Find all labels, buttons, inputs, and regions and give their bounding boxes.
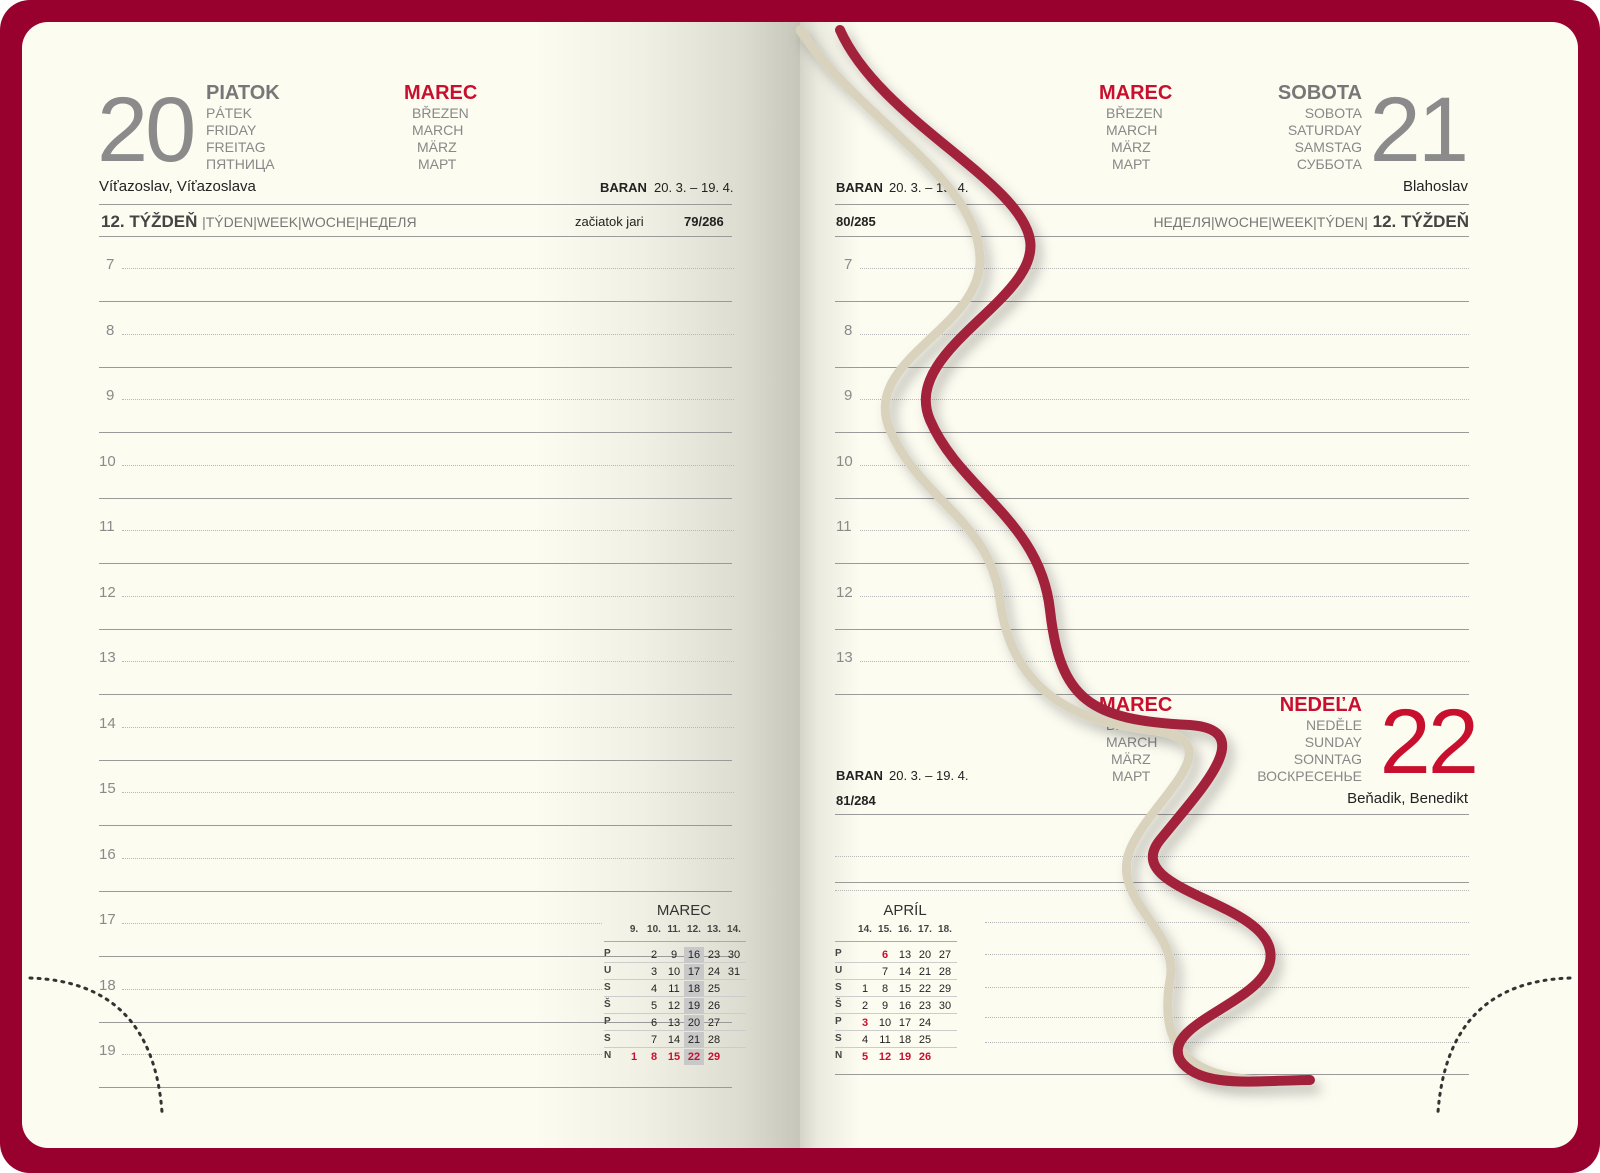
left-day-name-ru: ПЯТНИЦА (206, 156, 275, 172)
sunday-nameday: Beňadik, Benedikt (1347, 790, 1468, 807)
mini-cal-day[interactable]: 22 (918, 983, 932, 995)
mini-cal-day[interactable]: 27 (707, 1017, 721, 1029)
hour-label: 10 (836, 452, 853, 470)
left-zodiac: BARAN (600, 180, 647, 195)
hour-label: 10 (99, 452, 116, 470)
mini-cal-day[interactable]: 20 (684, 1015, 704, 1031)
ribbon-red (840, 30, 1310, 1082)
mini-cal-day-letter: S (604, 1033, 611, 1044)
left-day-name-de: FREITAG (206, 139, 266, 155)
right-nameday: Blahoslav (1402, 178, 1468, 195)
hour-label: 14 (99, 714, 116, 732)
hour-label: 8 (106, 321, 115, 339)
mini-cal-day[interactable]: 18 (898, 1034, 912, 1046)
mini-cal-day[interactable]: 13 (898, 949, 912, 961)
right-day-of-year: 80/285 (836, 214, 876, 229)
week-translations: НЕДЕЛЯ|WOCHE|WEEK|TÝDEN| (1153, 214, 1368, 230)
mini-cal-day[interactable]: 24 (707, 966, 721, 978)
right-month-en: MARCH (1106, 122, 1158, 138)
mini-cal-month: APRÍL (883, 902, 927, 919)
mini-cal-month: MAREC (656, 902, 712, 919)
mini-cal-day[interactable]: 9 (881, 1000, 889, 1012)
mini-cal-day[interactable]: 25 (918, 1034, 932, 1046)
mini-cal-day[interactable]: 23 (707, 949, 721, 961)
mini-cal-day[interactable]: 13 (667, 1017, 681, 1029)
mini-cal-week-number: 9. (629, 924, 639, 935)
mini-cal-day-letter: N (604, 1050, 612, 1061)
mini-cal-day[interactable]: 7 (650, 1034, 658, 1046)
mini-cal-week-number: 12. (687, 924, 701, 935)
right-day-name: SOBOTA (1277, 82, 1362, 104)
mini-cal-day[interactable]: 2 (650, 949, 658, 961)
hour-label: 9 (106, 387, 115, 404)
sunday-day-name: NEDEĽA (1279, 694, 1362, 716)
mini-cal-week-number: 14. (727, 924, 741, 935)
mini-cal-day[interactable]: 9 (670, 949, 678, 961)
week-number: 12. (101, 212, 125, 231)
sunday-month-en: MARCH (1106, 734, 1158, 750)
mini-cal-day[interactable]: 3 (650, 966, 658, 978)
mini-cal-day[interactable]: 18 (684, 981, 704, 997)
sunday-day-name-de: SONNTAG (1293, 751, 1362, 767)
mini-cal-day[interactable]: 14 (667, 1034, 681, 1046)
left-month-en: MARCH (412, 122, 464, 138)
left-note: začiatok jari (575, 214, 644, 229)
mini-cal-day[interactable]: 8 (650, 1051, 658, 1063)
right-day-number: 21 (1369, 79, 1466, 181)
sunday-day-name-en: SUNDAY (1304, 734, 1362, 750)
mini-cal-day[interactable]: 15 (667, 1051, 681, 1063)
sunday-month-name: MAREC (1099, 694, 1173, 716)
mini-cal-day[interactable]: 11 (668, 983, 680, 995)
mini-cal-day[interactable]: 26 (918, 1051, 932, 1063)
sunday-zodiac-range: 20. 3. – 19. 4. (889, 768, 969, 783)
mini-cal-day-letter: S (604, 982, 611, 993)
mini-cal-day[interactable]: 21 (684, 1032, 704, 1048)
hour-label: 12 (836, 583, 853, 601)
mini-cal-day[interactable]: 29 (938, 983, 952, 995)
right-zodiac-range: 20. 3. – 19. 4. (889, 180, 969, 195)
hour-label: 19 (99, 1042, 116, 1059)
mini-cal-day[interactable]: 1 (861, 983, 869, 995)
mini-cal-day[interactable]: 16 (684, 947, 704, 963)
mini-cal-day[interactable]: 7 (881, 966, 889, 978)
left-day-of-year: 79/286 (684, 214, 724, 229)
sunday-month-ru: МАРТ (1112, 768, 1151, 784)
mini-cal-day[interactable]: 5 (650, 1000, 658, 1012)
hour-label: 11 (99, 518, 115, 535)
hour-label: 13 (99, 649, 116, 666)
mini-cal-day-letter: Š (835, 999, 842, 1010)
sunday-zodiac: BARAN (836, 768, 883, 783)
mini-cal-day[interactable]: 26 (707, 1000, 721, 1012)
right-month-ru: МАРТ (1112, 156, 1151, 172)
mini-cal-day[interactable]: 25 (707, 983, 721, 995)
mini-cal-day[interactable]: 30 (727, 949, 741, 961)
mini-cal-day[interactable]: 21 (918, 966, 932, 978)
mini-cal-day-letter: P (604, 948, 611, 959)
left-zodiac-range: 20. 3. – 19. 4. (654, 180, 734, 195)
sunday-day-number: 22 (1379, 691, 1476, 793)
mini-cal-day[interactable]: 20 (918, 949, 932, 961)
sunday-day-of-year: 81/284 (836, 793, 876, 808)
mini-cal-week-number: 15. (878, 924, 892, 935)
mini-cal-week-number: 10. (647, 924, 661, 935)
hour-label: 9 (844, 387, 853, 404)
hour-label: 18 (99, 976, 116, 994)
mini-cal-day-letter: U (604, 965, 612, 976)
mini-cal-day-letter: P (835, 948, 842, 959)
mini-cal-week-number: 16. (898, 924, 912, 935)
sunday-month-cz: BŘEZEN (1106, 717, 1163, 733)
hour-label: 11 (836, 518, 852, 535)
hour-label: 7 (106, 256, 115, 273)
hour-label: 16 (99, 845, 116, 863)
mini-cal-day[interactable]: 31 (727, 966, 741, 978)
left-day-number: 20 (97, 79, 194, 181)
mini-cal-day[interactable]: 1 (630, 1051, 638, 1063)
mini-cal-day[interactable]: 24 (918, 1017, 932, 1029)
sunday-month-de: MÄRZ (1111, 751, 1151, 767)
right-day-name-en: SATURDAY (1287, 122, 1362, 138)
right-day-name-ru: СУББОТА (1296, 156, 1362, 172)
right-day-name-cz: SOBOTA (1304, 105, 1362, 121)
mini-cal-week-number: 11. (667, 924, 681, 935)
right-month-name: MAREC (1099, 82, 1173, 104)
mini-cal-day-letter: P (835, 1016, 842, 1027)
mini-cal-day[interactable]: 15 (898, 983, 912, 995)
left-day-name-en: FRIDAY (206, 122, 257, 138)
week-word: TÝŽDEŇ (129, 212, 198, 231)
hour-label: 13 (836, 649, 853, 666)
mini-cal-day[interactable]: 3 (861, 1017, 869, 1029)
mini-cal-day-letter: N (835, 1050, 843, 1061)
mini-cal-day-letter: S (835, 982, 842, 993)
mini-cal-day[interactable]: 10 (878, 1017, 892, 1029)
right-zodiac: BARAN (836, 180, 883, 195)
week-translations: |TÝDEN|WEEK|WOCHE|НЕДЕЛЯ (202, 214, 417, 230)
mini-cal-day[interactable]: 17 (898, 1017, 912, 1029)
left-month-name: MAREC (404, 82, 478, 104)
left-month-de: MÄRZ (417, 139, 457, 155)
hour-label: 15 (99, 780, 116, 797)
mini-cal-day[interactable]: 28 (938, 966, 952, 978)
mini-cal-day-letter: Š (604, 999, 611, 1010)
mini-cal-day[interactable]: 22 (684, 1049, 704, 1065)
hour-label: 17 (99, 911, 116, 928)
mini-cal-day[interactable]: 11 (879, 1034, 891, 1046)
mini-cal-day[interactable]: 19 (898, 1051, 912, 1063)
left-nameday: Víťazoslav, Víťazoslava (99, 178, 256, 195)
sunday-day-name-ru: ВОСКРЕСЕНЬЕ (1257, 768, 1362, 784)
right-month-cz: BŘEZEN (1106, 105, 1163, 121)
mini-cal-day[interactable]: 28 (707, 1034, 721, 1046)
week-number: 12. (1372, 212, 1397, 231)
mini-cal-day[interactable]: 10 (667, 966, 681, 978)
mini-cal-week-number: 14. (858, 924, 872, 935)
left-day-name-cz: PÁTEK (206, 105, 252, 121)
right-day-name-de: SAMSTAG (1294, 139, 1362, 155)
mini-cal-day[interactable]: 17 (684, 964, 704, 980)
mini-cal-week-number: 18. (938, 924, 952, 935)
mini-cal-week-number: 17. (918, 924, 932, 935)
mini-cal-day-letter: U (835, 965, 843, 976)
mini-cal-day[interactable]: 19 (684, 998, 704, 1014)
hour-label: 8 (844, 321, 853, 339)
hour-label: 12 (99, 583, 116, 601)
mini-cal-day[interactable]: 5 (861, 1051, 869, 1063)
left-day-name: PIATOK (206, 82, 280, 104)
mini-cal-day[interactable]: 12 (878, 1051, 892, 1063)
mini-cal-day[interactable]: 27 (938, 949, 952, 961)
hour-label: 7 (844, 256, 853, 273)
mini-cal-day[interactable]: 8 (881, 983, 889, 995)
mini-cal-day-letter: P (604, 1016, 611, 1027)
mini-cal-day[interactable]: 29 (707, 1051, 721, 1063)
mini-cal-day[interactable]: 30 (938, 1000, 952, 1012)
week-word: TÝŽDEŇ (1401, 212, 1469, 231)
mini-cal-day[interactable]: 16 (898, 1000, 912, 1012)
right-month-de: MÄRZ (1111, 139, 1151, 155)
mini-cal-day[interactable]: 4 (650, 983, 658, 995)
mini-cal-day[interactable]: 6 (881, 949, 889, 961)
mini-cal-day[interactable]: 12 (667, 1000, 681, 1012)
mini-cal-week-number: 13. (707, 924, 721, 935)
sunday-day-name-cz: NEDĚLE (1305, 717, 1362, 733)
mini-cal-day[interactable]: 14 (898, 966, 912, 978)
left-month-cz: BŘEZEN (412, 105, 469, 121)
mini-cal-day[interactable]: 6 (650, 1017, 658, 1029)
mini-cal-day-letter: S (835, 1033, 842, 1044)
left-month-ru: МАРТ (418, 156, 457, 172)
mini-cal-day[interactable]: 4 (861, 1034, 869, 1046)
mini-cal-day[interactable]: 2 (861, 1000, 869, 1012)
mini-cal-day[interactable]: 23 (918, 1000, 932, 1012)
